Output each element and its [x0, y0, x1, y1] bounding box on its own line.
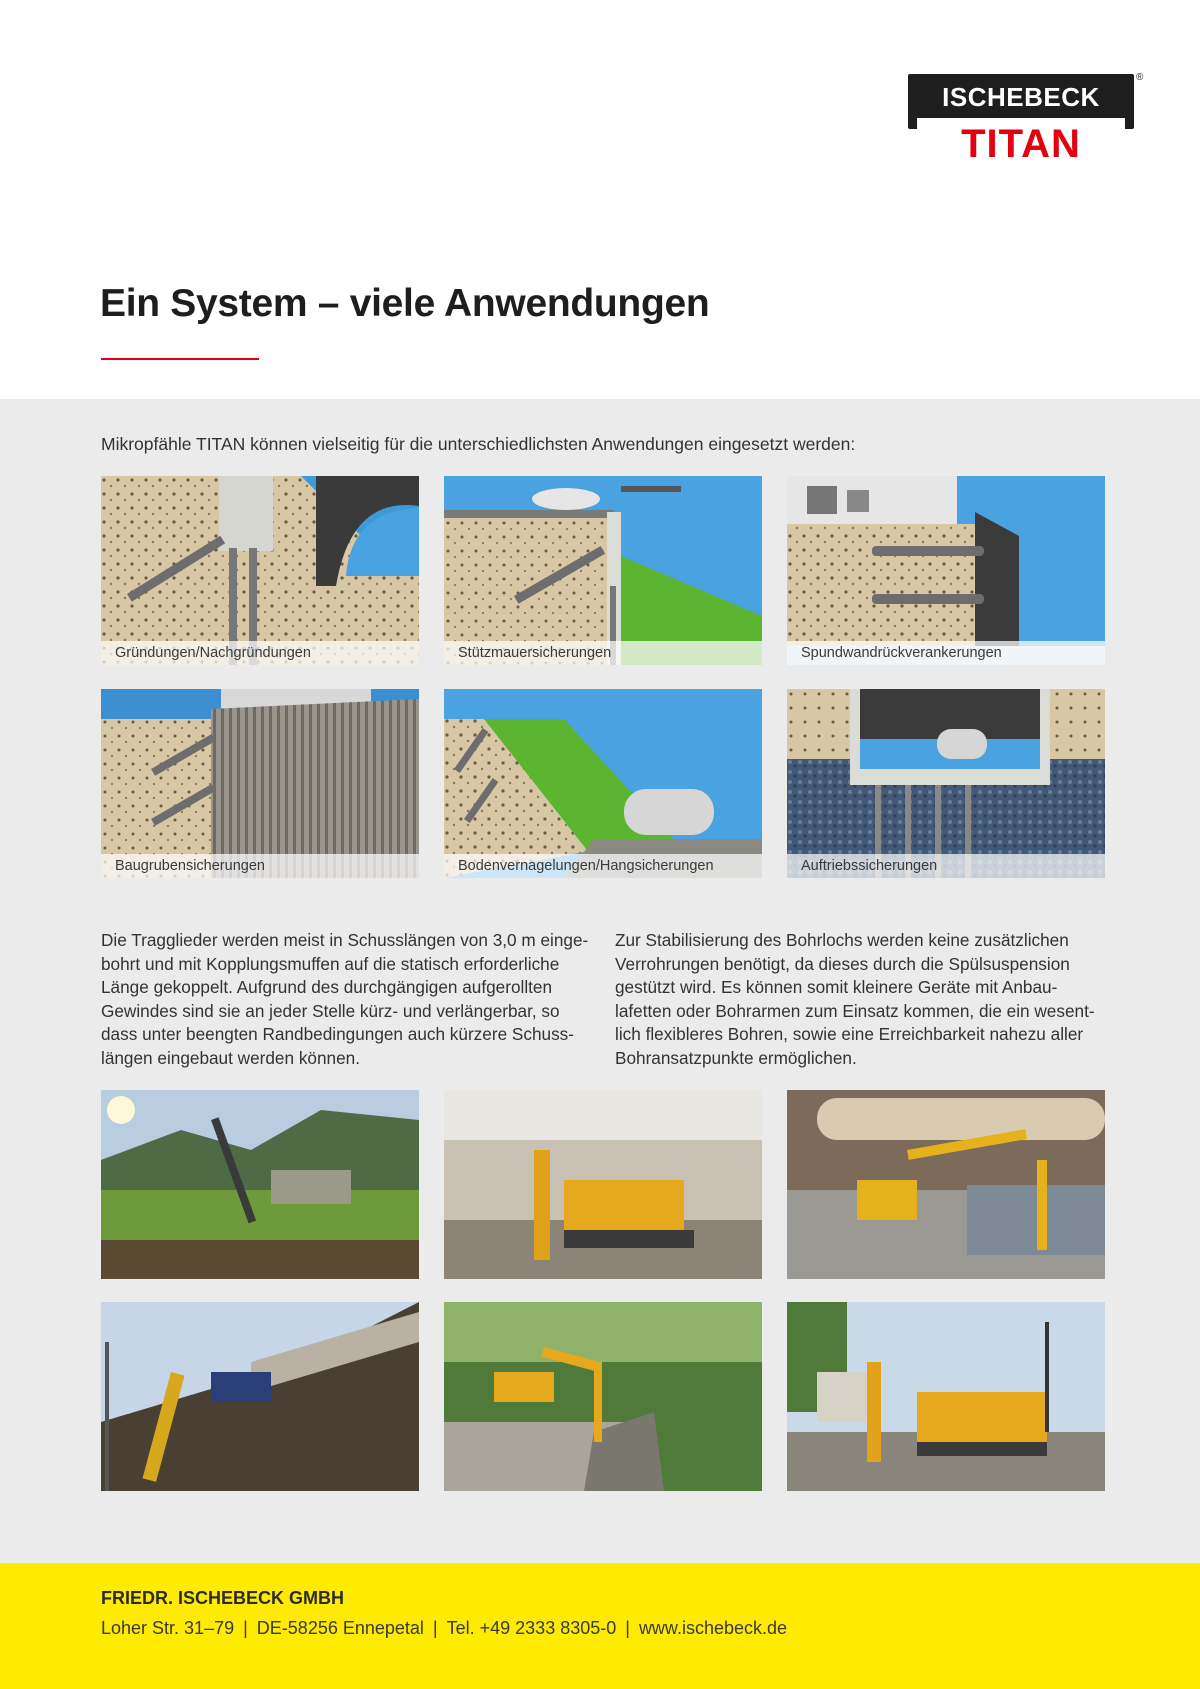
logo-text-ischebeck: ISCHEBECK [942, 82, 1100, 112]
soil-nailing-illustration [444, 689, 762, 878]
application-tile-retaining-wall [444, 476, 762, 665]
application-tile-uplift [787, 689, 1105, 878]
street: Loher Str. 31–79 [101, 1618, 235, 1638]
phone: Tel. +49 2333 8305-0 [446, 1618, 617, 1638]
application-label: Stützmauersicherungen [444, 641, 762, 665]
logo-text-titan: TITAN [961, 122, 1081, 166]
description-left: Die Tragglieder werden meist in Schusslängen von 3,0 m einge-bohrt und mit Kopplungsmuffen auf die statisch erforderliche Länge gekoppelt. Aufgrund des durchgängigen aufgerollten Gewindes sind sie an jeder Stelle kürz- und verlängerbar, so dass unter beengten Randbedingungen auch kürzere Schuss-längen eingebaut werden können. [101, 930, 589, 1068]
site-photo-pipe-excavator [787, 1090, 1105, 1279]
application-label: Auftriebssicherungen [787, 854, 1105, 878]
description-right: Zur Stabilisierung des Bohrlochs werden keine zusätzlichen Verrohrungen benötigt, da dieses durch die Spülsuspension gestützt wird. Es können somit kleinere Geräte mit Anbau-lafetten oder Bohrarmen zum Einsatz kommen, die ein wesent-lich flexibleres Bohren, sowie eine Erreichbarkeit nahezu aller Bohransatzpunkte ermöglichen. [615, 930, 1095, 1068]
intro-text: Mikropfähle TITAN können vielseitig für die unterschiedlichsten Anwendungen eingesetzt werden: [101, 434, 856, 454]
photo-hillside-rig [101, 1090, 419, 1279]
separator: | [432, 1618, 438, 1638]
site-photo-forest-excavator [444, 1302, 762, 1491]
application-label: Gründungen/Nachgründungen [101, 641, 419, 665]
excavation-illustration [101, 689, 419, 878]
application-label: Bodenvernagelungen/Hangsicherungen [444, 854, 762, 878]
website-link[interactable]: www.ischebeck.de [638, 1618, 788, 1638]
contact-line [101, 1618, 787, 1639]
page-title: Ein System – viele Anwendungen [100, 282, 710, 325]
site-photo-underground-rig [444, 1090, 762, 1279]
application-tile-soil-nailing [444, 689, 762, 878]
site-photo-rail-drilling [787, 1302, 1105, 1491]
application-tile-excavation [101, 689, 419, 878]
foundations-illustration [101, 476, 419, 665]
company-name: FRIEDR. ISCHEBECK GMBH [101, 1588, 345, 1608]
separator: | [243, 1618, 248, 1638]
separator: | [625, 1618, 630, 1638]
application-label: Spundwandrückverankerungen [787, 641, 1105, 665]
site-photo-hillside-rig [101, 1090, 419, 1279]
photo-forest-excavator [444, 1302, 762, 1491]
ischebeck-titan-logo [908, 74, 1144, 164]
retaining-wall-illustration [444, 476, 762, 665]
photo-slope-drilling [101, 1302, 419, 1491]
site-photo-slope-drilling [101, 1302, 419, 1491]
registered-mark: ® [1136, 72, 1144, 83]
application-tile-sheet-pile [787, 476, 1105, 665]
uplift-illustration [787, 689, 1105, 878]
sheet-pile-illustration [787, 476, 1105, 665]
application-tile-foundations [101, 476, 419, 665]
photo-rail-drilling [787, 1302, 1105, 1491]
photo-pipe-excavator [787, 1090, 1105, 1279]
photo-underground-rig [444, 1090, 762, 1279]
application-label: Baugrubensicherungen [101, 854, 419, 878]
city: DE-58256 Ennepetal [256, 1618, 424, 1638]
title-underline [101, 358, 259, 360]
